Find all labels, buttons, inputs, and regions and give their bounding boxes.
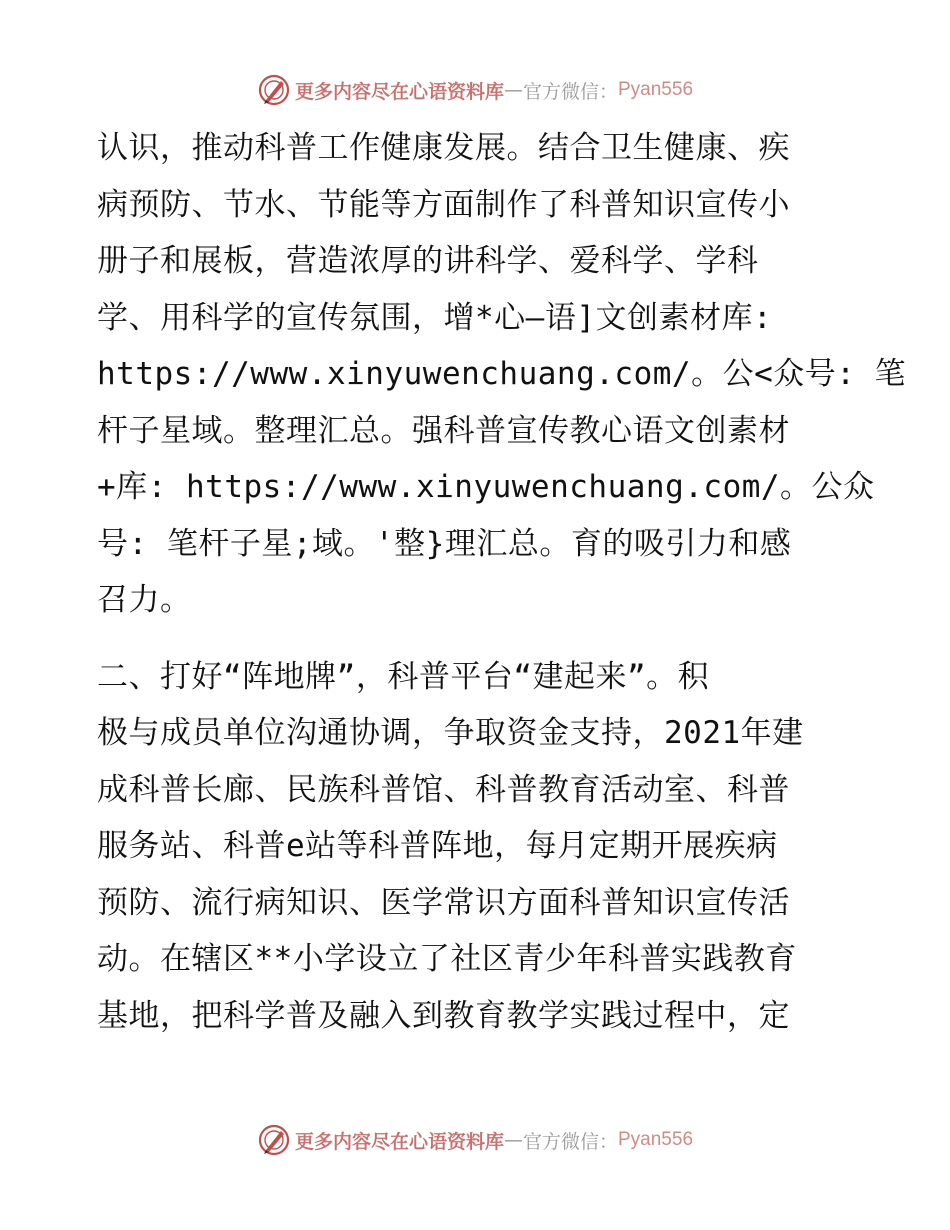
document-body (97, 120, 907, 1044)
watermark-separator: — (503, 79, 523, 101)
text-line: +库: https://www.xinyuwenchuang.com/。公众 (97, 469, 875, 505)
watermark-separator: — (503, 1129, 523, 1151)
text-line: 册子和展板，营造浓厚的讲科学、爱科学、学科 (97, 243, 759, 279)
brand-logo-icon (257, 1123, 291, 1157)
text-line: 学、用科学的宣传氛围，增*心—语]文创素材库: (97, 299, 773, 336)
paragraph-1 (97, 120, 907, 629)
watermark-wechat-id: Pyan556 (618, 1129, 694, 1150)
text-line: 服务站、科普e站等科普阵地，每月定期开展疾病 (97, 828, 778, 864)
watermark-wechat-id: Pyan556 (618, 79, 694, 100)
text-line: https://www.xinyuwenchuang.com/。公<众号: 笔 (97, 356, 907, 392)
text-line: 预防、流行病知识、医学常识方面科普知识宣传活 (97, 884, 790, 921)
footer-watermark (0, 1120, 950, 1160)
text-line: 动。在辖区**小学设立了社区青少年科普实践教育 (97, 941, 797, 977)
watermark-brand: 更多内容尽在心语资料库 (294, 1130, 504, 1153)
text-line: 杆子星域。整理汇总。强科普宣传教心语文创素材 (97, 412, 790, 449)
watermark-label: 官方微信： (522, 80, 618, 103)
watermark-brand: 更多内容尽在心语资料库 (294, 80, 504, 103)
text-line: 成科普长廊、民族科普馆、科普教育活动室、科普 (97, 771, 790, 808)
text-line: 认识，推动科普工作健康发展。结合卫生健康、疾 (97, 130, 790, 166)
paragraph-2 (97, 649, 877, 1045)
section-heading-line: 二、打好“阵地牌”，科普平台“建起来”。积 (97, 658, 710, 695)
text-line: 极与成员单位沟通协调，争取资金支持，2021年建 (97, 715, 804, 751)
watermark-label: 官方微信： (522, 1130, 618, 1153)
text-line: 基地，把科学普及融入到教育教学实践过程中，定 (97, 997, 790, 1034)
brand-logo-icon (257, 73, 291, 107)
text-line: 号: 笔杆子星;域。'整}理汇总。育的吸引力和感 (97, 525, 792, 562)
text-line: 病预防、节水、节能等方面制作了科普知识宣传小 (97, 186, 790, 223)
header-watermark (0, 70, 950, 110)
text-line: 召力。 (97, 582, 192, 618)
